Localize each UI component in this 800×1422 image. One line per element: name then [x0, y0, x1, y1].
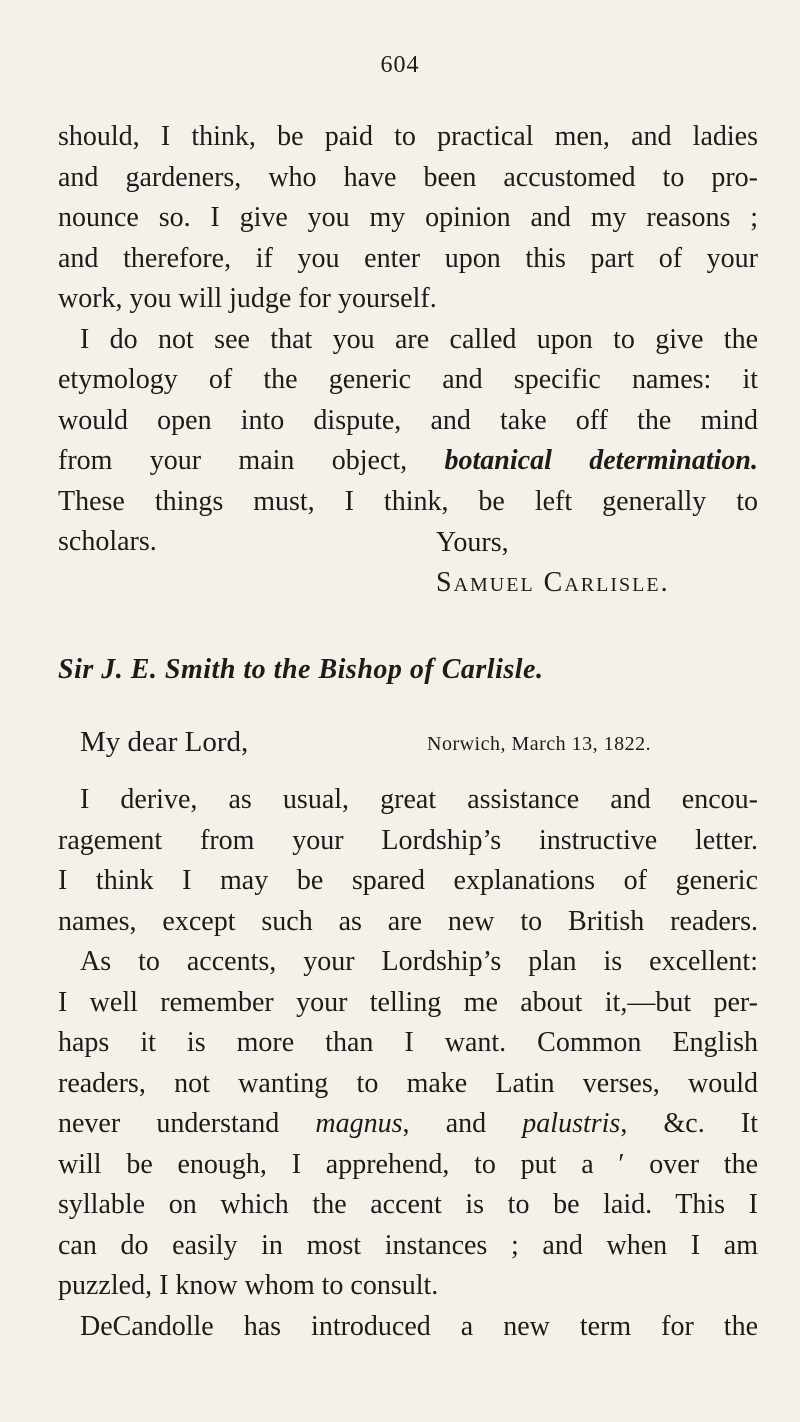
text-line: scholars. [58, 526, 157, 557]
text-line: and gardeners, who have been accustomed to pro- [58, 161, 758, 193]
text-line: DeCandolle has introduced a new term for the [80, 1310, 758, 1342]
dateline: Norwich, March 13, 1822. [427, 733, 652, 755]
page-number: 604 [380, 52, 420, 78]
letter-body-2 [58, 780, 758, 1347]
text-line: I derive, as usual, great assistance and encou- [80, 784, 758, 815]
text-line: can do easily in most instances ; and when I am [58, 1229, 758, 1261]
closing: Yours, [436, 527, 509, 558]
text-line [58, 441, 758, 482]
text-line: readers, not wanting to make Latin verses, would [58, 1067, 758, 1099]
text-line: names, except such as are new to British readers. [58, 905, 758, 937]
text-line: I do not see that you are called upon to give the [80, 323, 758, 355]
text-line: work, you will judge for yourself. [58, 283, 437, 314]
text-line: I think I may be spared explanations of generic [58, 865, 758, 896]
text-line [58, 1104, 758, 1145]
latin-word: magnus [315, 1108, 403, 1139]
text-line: syllable on which the accent is to be laid. This I [58, 1189, 758, 1220]
text-segment: from your main object, [58, 445, 445, 476]
text-line: I well remember your telling me about it,—but per- [58, 986, 758, 1018]
text-line: puzzled, I know whom to consult. [58, 1270, 439, 1301]
emphasis-text: botanical determination. [444, 445, 758, 476]
text-line: These things must, I think, be left generally to [58, 485, 758, 517]
text-segment: , and [402, 1108, 523, 1139]
letter-body-1 [58, 117, 758, 563]
text-line: nounce so. I give you my opinion and my reasons ; [58, 202, 758, 233]
letter-heading: Sir J. E. Smith to the Bishop of Carlisle. [58, 654, 544, 685]
text-line: and therefore, if you enter upon this part of your [58, 242, 758, 274]
text-segment: , &c. It [620, 1108, 758, 1139]
text-line: ragement from your Lordship’s instructive letter. [58, 824, 758, 856]
text-segment: never understand [58, 1108, 316, 1139]
text-line: etymology of the generic and specific names: it [58, 364, 758, 395]
text-line: would open into dispute, and take off the mind [58, 404, 758, 436]
text-line: haps it is more than I want. Common English [58, 1027, 758, 1058]
text-line: will be enough, I apprehend, to put a ′ over the [58, 1148, 758, 1180]
signature: Samuel Carlisle. [436, 567, 670, 598]
latin-word: palustris [522, 1108, 621, 1139]
text-line: should, I think, be paid to practical men, and ladies [58, 121, 758, 152]
salutation: My dear Lord, [80, 726, 249, 758]
text-line: As to accents, your Lordship’s plan is excellent: [80, 946, 758, 977]
